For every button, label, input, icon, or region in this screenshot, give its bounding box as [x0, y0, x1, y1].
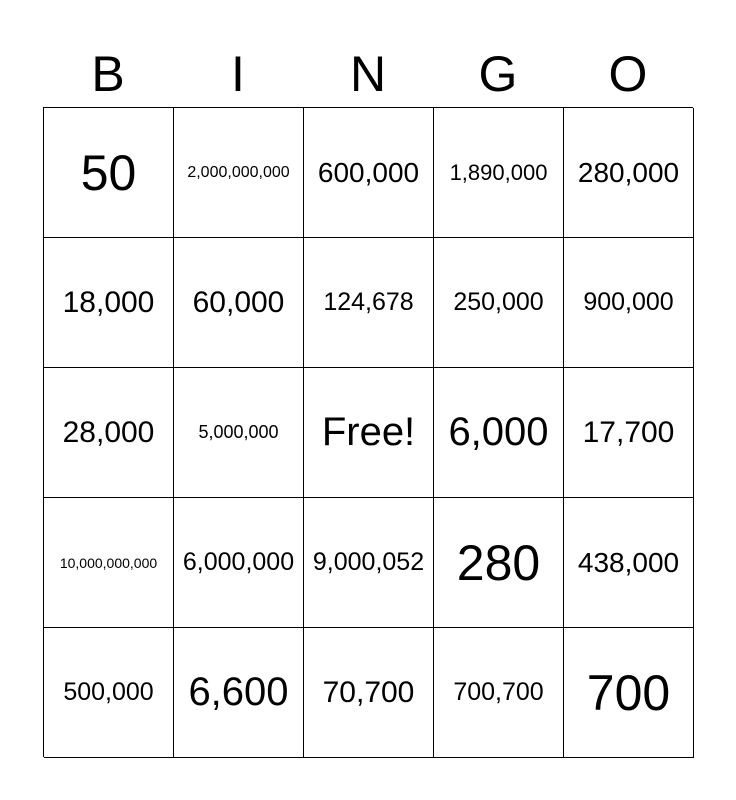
bingo-cell: 250,000 — [434, 238, 564, 368]
bingo-cell: 6,000,000 — [174, 498, 304, 628]
bingo-cell: 60,000 — [174, 238, 304, 368]
header-letter-n: N — [349, 46, 387, 102]
header-letter-g: G — [478, 46, 518, 102]
bingo-cell: 124,678 — [304, 238, 434, 368]
header-letter-i: I — [231, 46, 245, 102]
bingo-board — [43, 107, 693, 757]
bingo-cell: 28,000 — [44, 368, 174, 498]
bingo-cell: 17,700 — [564, 368, 694, 498]
bingo-cell: 700,700 — [434, 628, 564, 758]
bingo-cell: 10,000,000,000 — [44, 498, 174, 628]
bingo-cell: 438,000 — [564, 498, 694, 628]
bingo-cell: 280,000 — [564, 108, 694, 238]
bingo-cell: 6,000 — [434, 368, 564, 498]
bingo-cell: 280 — [434, 498, 564, 628]
bingo-cell: 2,000,000,000 — [174, 108, 304, 238]
bingo-cell: 50 — [44, 108, 174, 238]
bingo-cell: 1,890,000 — [434, 108, 564, 238]
bingo-cell: 900,000 — [564, 238, 694, 368]
bingo-cell: 500,000 — [44, 628, 174, 758]
bingo-cell: 18,000 — [44, 238, 174, 368]
bingo-cell: 6,600 — [174, 628, 304, 758]
header-letter-b: B — [91, 46, 125, 102]
bingo-cell: 700 — [564, 628, 694, 758]
bingo-header — [43, 44, 693, 104]
free-space-cell: Free! — [304, 368, 434, 498]
header-letter-o: O — [608, 46, 648, 102]
bingo-cell: 9,000,052 — [304, 498, 434, 628]
bingo-cell: 5,000,000 — [174, 368, 304, 498]
bingo-cell: 70,700 — [304, 628, 434, 758]
bingo-cell: 600,000 — [304, 108, 434, 238]
